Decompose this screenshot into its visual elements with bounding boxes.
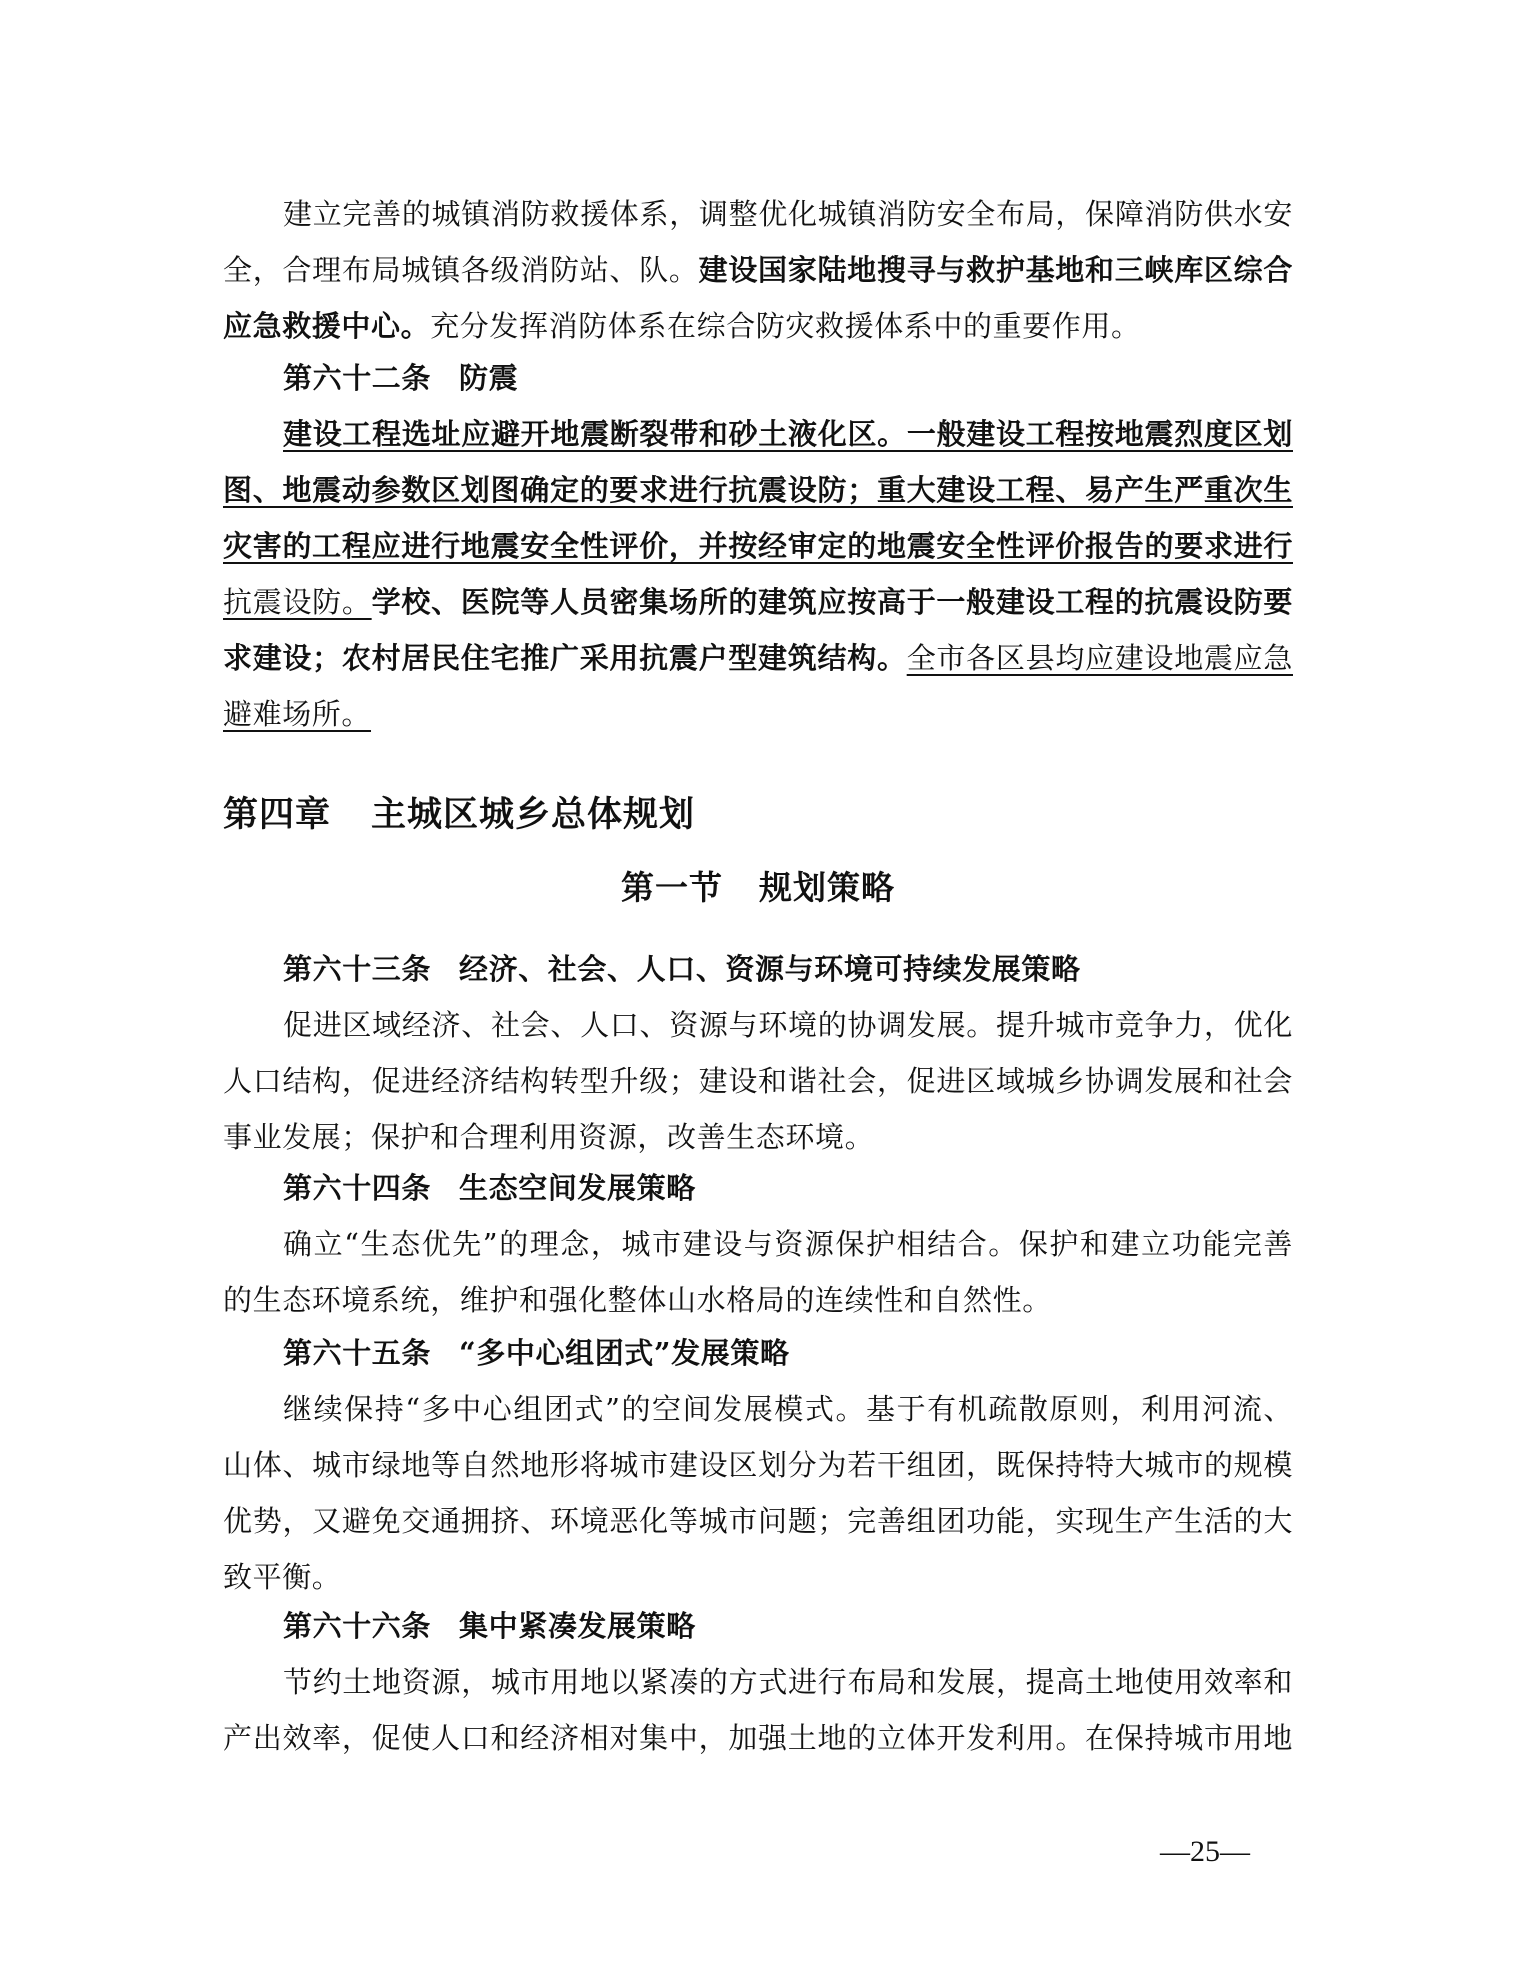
- paragraph-line: 人口结构，促进经济结构转型升级；建设和谐社会，促进区域城乡协调发展和社会: [223, 1064, 1293, 1098]
- chapter-title: 主城区城乡总体规划: [371, 794, 696, 835]
- article-66: [223, 1598, 1293, 1766]
- paragraph-line: 优势，又避免交通拥挤、环境恶化等城市问题；完善组团功能，实现生产生活的大: [223, 1504, 1293, 1538]
- section-number: 第一节: [621, 868, 723, 907]
- article-heading: [223, 1598, 1293, 1654]
- paragraph-line: 产出效率，促使人口和经济相对集中，加强土地的立体开发利用。在保持城市用地: [223, 1721, 1293, 1755]
- article-title: 集中紧凑发展策略: [459, 1609, 696, 1643]
- bold-text-run: 求建设；农村居民住宅推广采用抗震户型建筑结构。: [223, 641, 907, 675]
- paragraph-fire-rescue: [223, 186, 1293, 354]
- paragraph-line: [223, 686, 1293, 742]
- paragraph-line: [223, 630, 1293, 686]
- chapter-heading: [223, 785, 695, 845]
- chapter-number: 第四章: [223, 794, 332, 835]
- paragraph-line: [223, 574, 1293, 630]
- article-heading: [223, 1160, 1293, 1216]
- article-number: 第六十三条: [283, 952, 432, 986]
- paragraph-line: 继续保持“多中心组团式”的空间发展模式。基于有机疏散原则，利用河流、: [283, 1392, 1293, 1426]
- article-65: [223, 1325, 1293, 1605]
- paragraph-line: 确立“生态优先”的理念，城市建设与资源保护相结合。保护和建立功能完善: [283, 1227, 1293, 1261]
- text-run: 全，合理布局城镇各级消防站、队。: [223, 253, 699, 287]
- underlined-text-run: 灾害的工程应进行地震安全性评价，并按经审定的地震安全性评价报告的要求进行: [223, 529, 1293, 563]
- article-title: 防震: [459, 361, 519, 395]
- article-number: 第六十五条: [283, 1336, 432, 1370]
- bold-text-run: 建设国家陆地搜寻与救护基地和三峡库区综合: [698, 253, 1293, 287]
- paragraph-line: [223, 298, 1293, 354]
- underlined-text-run: 全市各区县均应建设地震应急: [906, 641, 1293, 675]
- article-title: 经济、社会、人口、资源与环境可持续发展策略: [459, 952, 1081, 986]
- paragraph-line: 促进区域经济、社会、人口、资源与环境的协调发展。提升城市竞争力，优化: [283, 1008, 1293, 1042]
- paragraph-line: 节约土地资源，城市用地以紧凑的方式进行布局和发展，提高土地使用效率和: [283, 1665, 1293, 1699]
- bold-text-run: 应急救援中心。: [223, 309, 431, 343]
- page-number: —25—: [1160, 1835, 1250, 1868]
- underlined-text-run: 避难场所。: [223, 697, 372, 731]
- paragraph-line: [223, 242, 1293, 298]
- underlined-text-run: 抗震设防。: [223, 585, 372, 619]
- underlined-text-run: 图、地震动参数区划图确定的要求进行抗震设防；重大建设工程、易产生严重次生: [223, 473, 1293, 507]
- article-heading: [223, 941, 1293, 997]
- paragraph-line: 山体、城市绿地等自然地形将城市建设区划分为若干组团，既保持特大城市的规模: [223, 1448, 1293, 1482]
- article-62-heading: [223, 350, 1293, 406]
- section-heading: [223, 860, 1293, 916]
- article-63: [223, 941, 1293, 1165]
- underlined-text-run: 建设工程选址应避开地震断裂带和砂土液化区。一般建设工程按地震烈度区划: [283, 417, 1293, 451]
- article-64: [223, 1160, 1293, 1328]
- section-title: 规划策略: [759, 868, 895, 907]
- article-title: “多中心组团式”发展策略: [459, 1336, 790, 1370]
- text-run: 充分发挥消防体系在综合防灾救援体系中的重要作用。: [430, 309, 1141, 343]
- article-number: 第六十四条: [283, 1171, 432, 1205]
- article-heading: [223, 1325, 1293, 1381]
- article-number: 第六十六条: [283, 1609, 432, 1643]
- article-number: 第六十二条: [283, 361, 432, 395]
- paragraph-line: 致平衡。: [223, 1560, 342, 1594]
- paragraph-line: [223, 406, 1293, 462]
- paragraph-line: 建立完善的城镇消防救援体系，调整优化城镇消防安全布局，保障消防供水安: [283, 197, 1293, 231]
- article-title: 生态空间发展策略: [459, 1171, 696, 1205]
- paragraph-line: [223, 518, 1293, 574]
- article-62-body: [223, 406, 1293, 742]
- bold-text-run: 学校、医院等人员密集场所的建筑应按高于一般建设工程的抗震设防要: [371, 585, 1293, 619]
- paragraph-line: [223, 462, 1293, 518]
- paragraph-line: 事业发展；保护和合理利用资源，改善生态环境。: [223, 1120, 875, 1154]
- paragraph-line: 的生态环境系统，维护和强化整体山水格局的连续性和自然性。: [223, 1283, 1052, 1317]
